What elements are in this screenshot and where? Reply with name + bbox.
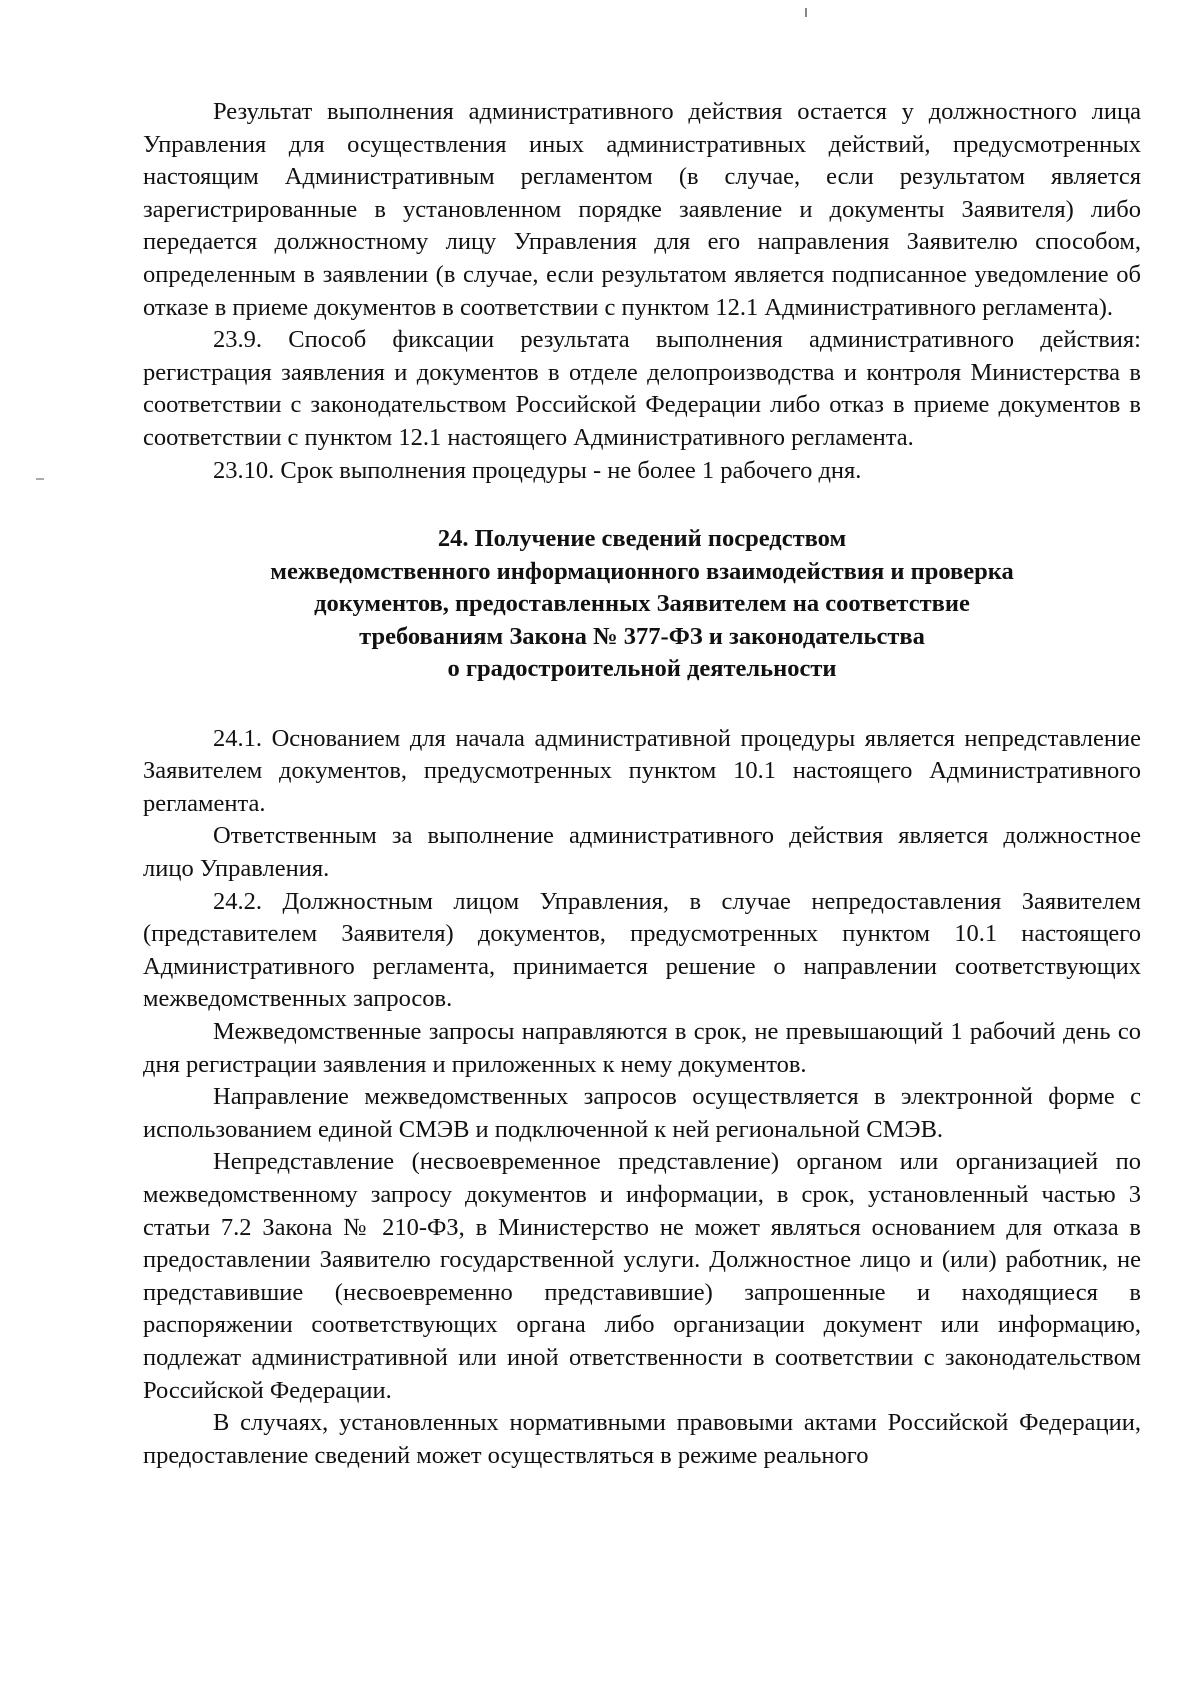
paragraph: В случаях, установленных нормативными правовыми актами Российской Федерации, предоставление сведений может осуществляться в режиме реального xyxy=(143,1409,1141,1469)
section-heading-line: требованиям Закона № 377-ФЗ и законодательства xyxy=(359,622,925,650)
scan-artifact-top xyxy=(805,8,807,17)
section-heading-line: документов, предоставленных Заявителем на соответствие xyxy=(314,590,970,618)
section-heading-line: межведомственного информационного взаимодействия и проверка xyxy=(270,557,1014,585)
paragraph: Результат выполнения административного действия остается у должностного лица Управления для осуществления иных административных действий, предусмотренных настоящим Административным регламентом (в случае, если результатом является зарегистрированные в установленном порядке заявление и документы Заявителя) либо передается должностному лицу Управления для его направления Заявителю способом, определенным в заявлении (в случае, если результатом является подписанное уведомление об отказе в приеме документов в соответствии с пунктом 12.1 Административного регламента). xyxy=(143,98,1141,321)
section-heading-line: 24. Получение сведений посредством xyxy=(437,525,847,553)
document-body xyxy=(143,96,1141,1472)
section-heading-line: о градостроительной деятельности xyxy=(447,655,837,683)
paragraph: 23.9. Способ фиксации результата выполнения административного действия: регистрация заявления и документов в отделе делопроизводства и контроля Министерства в соответствии с законодательством Российской Федерации либо отказ в приеме документов в соответствии с пунктом 12.1 настоящего Административного регламента. xyxy=(143,326,1141,451)
section-heading xyxy=(143,523,1141,686)
paragraph: Межведомственные запросы направляются в срок, не превышающий 1 рабочий день со дня регистрации заявления и приложенных к нему документов. xyxy=(143,1017,1141,1078)
paragraph: Непредставление (несвоевременное представление) органом или организацией по межведомственному запросу документов и информации, в срок, установленный частью 3 статьи 7.2 Закона № 210-ФЗ, в Министерство не может являться основанием для отказа в предоставлении Заявителю государственной услуги. Должностное лицо и (или) работник, не представившие (несвоевременно представившие) запрошенные и находящиеся в распоряжении соответствующих органа либо организации документ или информацию, подлежат административной или иной ответственности в соответствии с законодательством Российской Федерации. xyxy=(143,1148,1141,1404)
paragraph: 24.2. Должностным лицом Управления, в случае непредоставления Заявителем (представителем Заявителя) документов, предусмотренных пунктом 10.1 настоящего Административного регламента, принимается решение о направлении соответствующих межведомственных запросов. xyxy=(143,887,1141,1013)
paragraph: 24.1. Основанием для начала административной процедуры является непредставление Заявителем документов, предусмотренных пунктом 10.1 настоящего Административного регламента. xyxy=(143,724,1141,817)
paragraph: Направление межведомственных запросов осуществляется в электронной форме с использованием единой СМЭВ и подключенной к ней региональной СМЭВ. xyxy=(143,1083,1141,1143)
paragraph: Ответственным за выполнение административного действия является должностное лицо Управления. xyxy=(143,822,1141,882)
scan-artifact-left xyxy=(36,478,44,480)
paragraph: 23.10. Срок выполнения процедуры - не более 1 рабочего дня. xyxy=(213,456,862,484)
